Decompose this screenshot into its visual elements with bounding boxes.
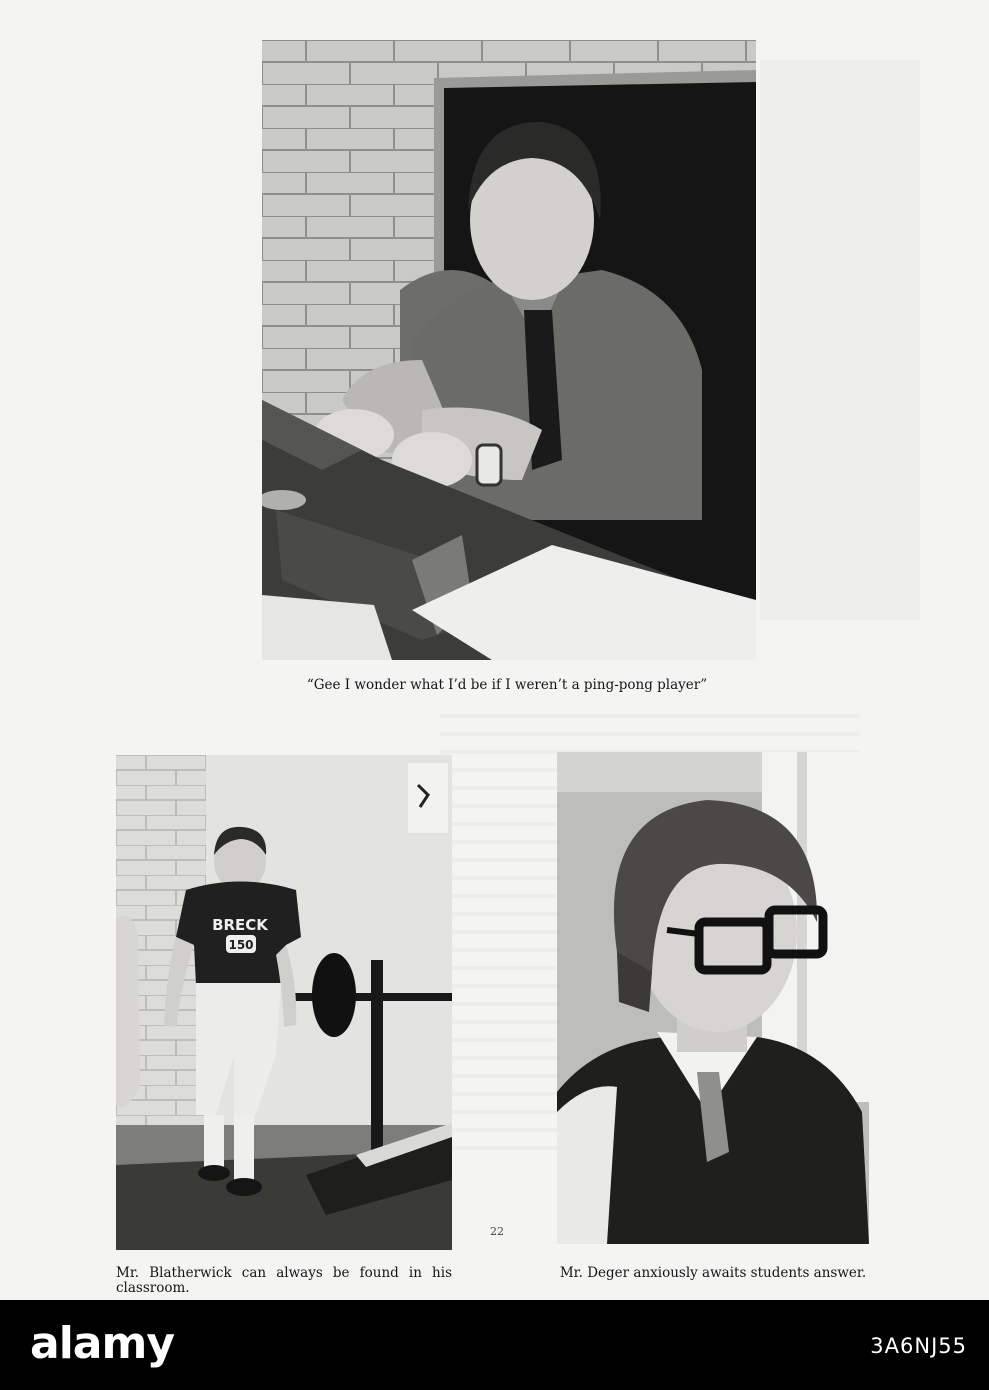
bleed-through-area xyxy=(760,60,920,620)
photo-weight-room xyxy=(116,755,452,1250)
watermark-image-id: 3A6NJ55 xyxy=(870,1334,967,1358)
photo-teacher-glasses xyxy=(557,752,869,1244)
caption-teacher-at-desk: “Gee I wonder what I’d be if I weren’t a ping-pong player” xyxy=(306,677,708,693)
caption-teacher-glasses: Mr. Deger anxiously awaits students answer. xyxy=(559,1265,867,1281)
photo-teacher-at-desk xyxy=(262,40,756,660)
caption-weight-room: Mr. Blatherwick can always be found in his classroom. xyxy=(116,1265,452,1296)
watermark-logo: alamy xyxy=(30,1318,174,1369)
shirt-lettering: BRECK xyxy=(212,916,268,934)
watermark-bar xyxy=(0,1300,989,1390)
page-number: 22 xyxy=(490,1225,504,1238)
shirt-number: 150 xyxy=(228,938,254,952)
